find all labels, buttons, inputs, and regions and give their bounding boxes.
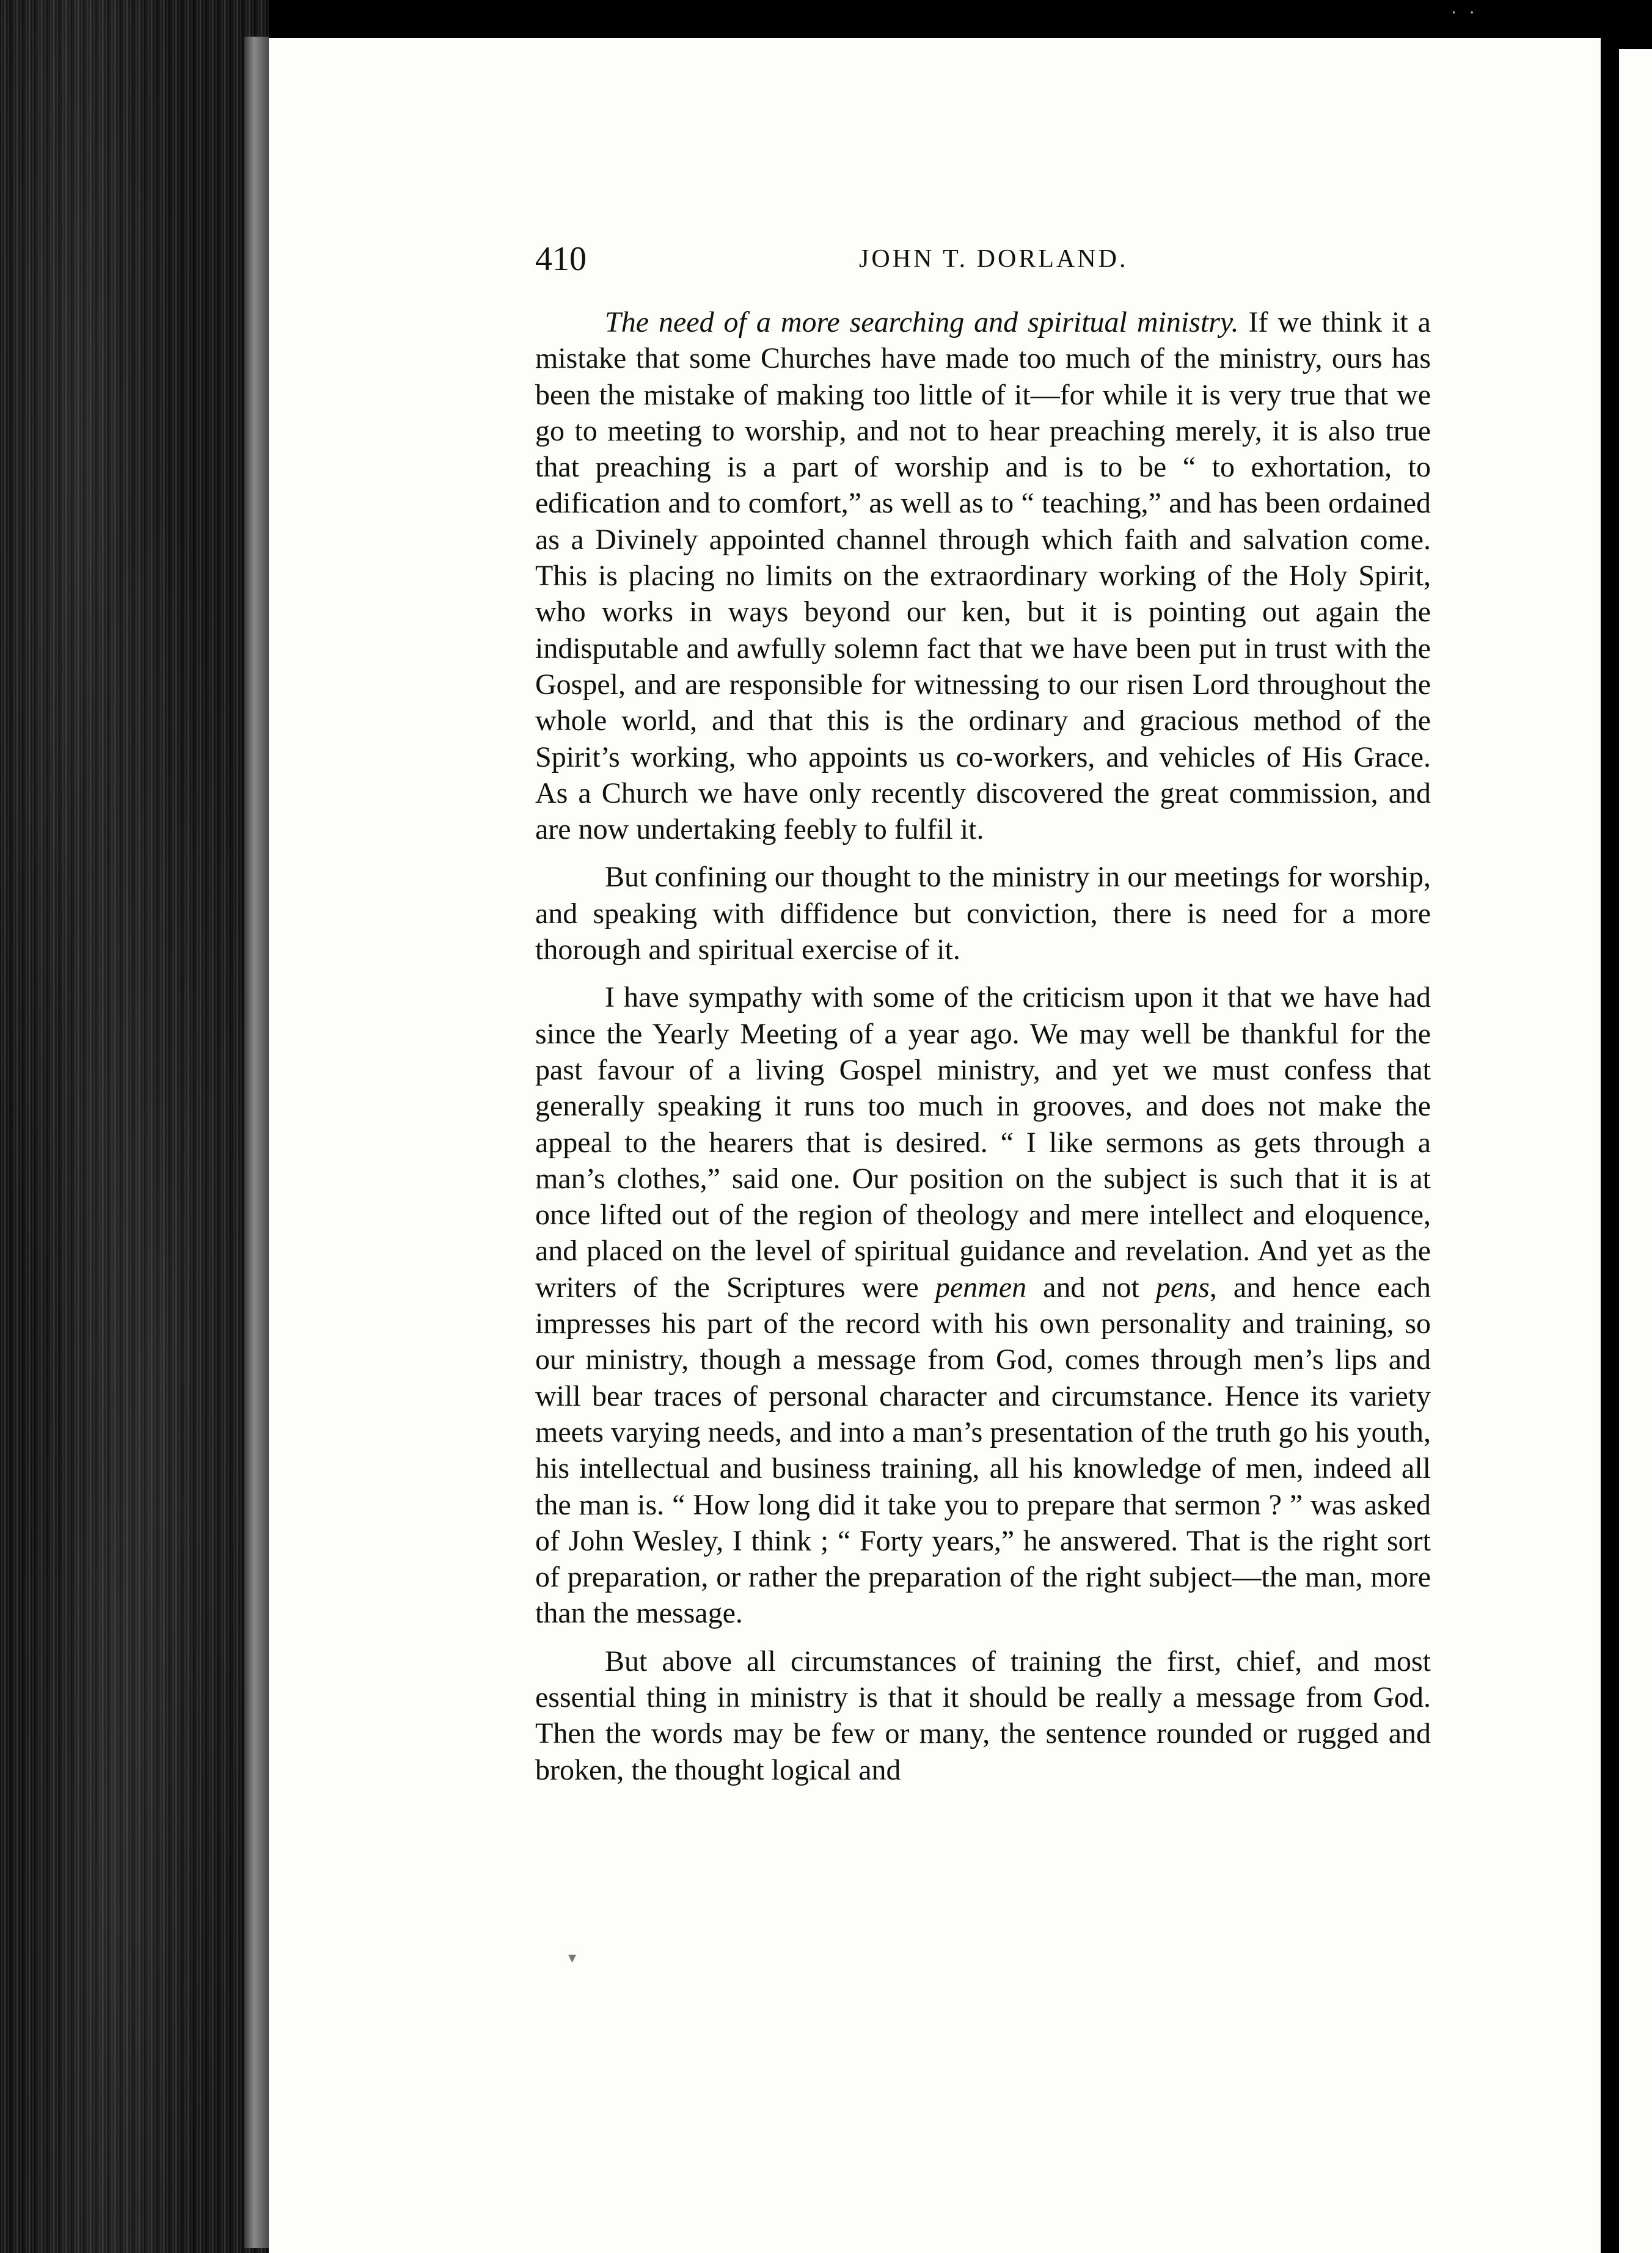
paragraph-4: But above all circumstances of training the first, chief, and most essential thing in ministry is that it should be really a message from God. Then the words may be few or many, the sentence rounded or rugged and broken, the thought logical and <box>535 1645 1431 1786</box>
paragraph-2: But confining our thought to the ministry in our meetings for worship, and speaking with diffidence but conviction, there is need for a more thorough and spiritual exercise of it. <box>535 861 1431 966</box>
book-page-edges <box>0 0 269 2253</box>
next-page-strip <box>1619 49 1652 2253</box>
scan-corner-mark: · · <box>1451 2 1478 23</box>
paragraph-3-text-2: and not <box>1026 1271 1156 1304</box>
body-text <box>535 304 1431 1800</box>
paragraph-1-text: If we think it a mistake that some Churches have made too much of the ministry, ours has been the mistake of making too little of it—for while it is very true that we go to meeting to worship, and not to hear preaching merely, it is also true that preaching is a part of worship and is to be “ to exhortation, to edification and to comfort,” as well as to “ teaching,” and has been ordained as a Divinely appointed channel through which faith and salvation come. This is placing no limits on the extraordinary working of the Holy Spirit, who works in ways beyond our ken, but it is pointing out again the indisputable and awfully solemn fact that we have been put in trust with the Gospel, and are responsible for witnessing to our risen Lord throughout the whole world, and that this is the ordinary and gracious method of the Spirit’s working, who appoints us co-workers, and vehicles of His Grace. As a Church we have only recently discovered the great commission, and are now undertaking feebly to fulfil it. <box>535 306 1431 846</box>
running-head: JOHN T. DORLAND. <box>859 245 1128 273</box>
paragraph-1 <box>535 304 1431 847</box>
paragraph-3-text-1: I have sympathy with some of the criticism upon it that we have had since the Yearly Meeting of a year ago. We may well be thankful for the past favour of a living Gospel ministry, and yet we must confess that generally speaking it runs too much in grooves, and does not make the appeal to the hearers that is desired. “ I like sermons as gets through a man’s clothes,” said one. Our position on the subject is such that it is at once lifted out of the region of theology and mere intellect and eloquence, and placed on the level of spiritual guidance and revelation. And yet as the writers of the Scriptures were <box>535 981 1431 1304</box>
page-header <box>535 239 1433 282</box>
paragraph-3-text-3: , and hence each impresses his part of the record with his own personality and training, so our ministry, though a message from God, comes through men’s lips and will bear traces of personal character and circumstance. Hence its variety meets varying needs, and into a man’s presentation of the truth go his youth, his intellectual and business training, all his knowledge of men, indeed all the man is. “ How long did it take you to prepare that sermon ? ” was asked of John Wesley, I think ; “ Forty years,” he answered. That is the right sort of preparation, or rather the preparation of the right subject—the man, more than the message. <box>535 1271 1431 1630</box>
stray-ink-mark: ▾ <box>568 1949 577 1967</box>
book-gutter-shadow <box>244 37 269 2248</box>
page-number: 410 <box>535 240 587 278</box>
paragraph-3-italic-pens: pens <box>1155 1271 1210 1304</box>
paragraph-3 <box>535 979 1431 1631</box>
paragraph-3-italic-penmen: penmen <box>935 1271 1027 1304</box>
paragraph-1-lead-italic: The need of a more searching and spiritual ministry. <box>605 306 1239 338</box>
